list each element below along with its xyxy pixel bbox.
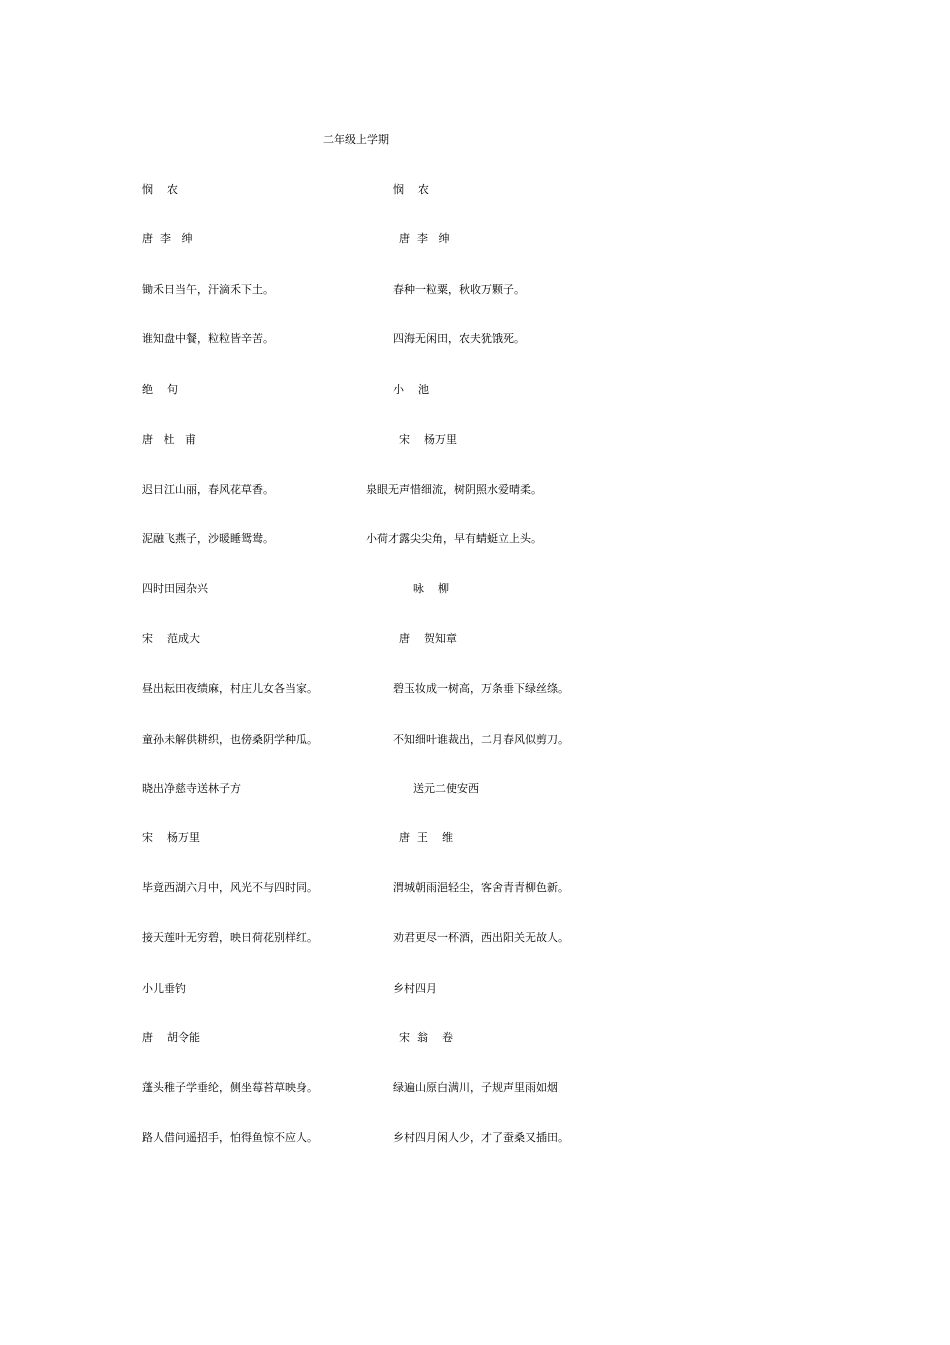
poem-line-right: 乡村四月闲人少，才了蚕桑又插田。 [393, 1131, 569, 1144]
poem-author-right: 宋 杨万里 [399, 433, 457, 446]
poem-title-left: 晓出净慈寺送林子方 [142, 782, 241, 795]
poem-line-left: 谁知盘中餐，粒粒皆辛苦。 [142, 332, 274, 345]
poem-author-left: 唐 杜 甫 [142, 433, 196, 446]
poem-title-right: 小 池 [393, 383, 429, 396]
poem-author-right: 唐 贺知章 [399, 632, 457, 645]
poem-author-left: 宋 杨万里 [142, 831, 200, 844]
poem-author-left: 宋 范成大 [142, 632, 200, 645]
poem-author-left: 唐 李 绅 [142, 232, 193, 245]
poem-line-right: 劝君更尽一杯酒，西出阳关无故人。 [393, 931, 569, 944]
poem-line-left: 蓬头稚子学垂纶，侧坐莓苔草映身。 [142, 1081, 318, 1094]
poem-line-right: 春种一粒粟，秋收万颗子。 [393, 283, 525, 296]
poem-title-left: 悯 农 [142, 183, 178, 196]
document-title: 二年级上学期 [323, 133, 389, 146]
poem-line-left: 接天莲叶无穷碧，映日荷花别样红。 [142, 931, 318, 944]
poem-line-right: 不知细叶谁裁出，二月春风似剪刀。 [393, 733, 569, 746]
poem-line-right: 四海无闲田，农夫犹饿死。 [393, 332, 525, 345]
poem-author-left: 唐 胡令能 [142, 1031, 200, 1044]
poem-title-right: 乡村四月 [393, 982, 437, 995]
poem-line-left: 路人借问遥招手，怕得鱼惊不应人。 [142, 1131, 318, 1144]
poem-author-right: 唐 李 绅 [399, 232, 450, 245]
poem-title-left: 四时田园杂兴 [142, 582, 208, 595]
poem-title-left: 绝 句 [142, 383, 178, 396]
poem-author-right: 宋 翁 卷 [399, 1031, 453, 1044]
poem-title-right: 送元二使安西 [413, 782, 479, 795]
poem-title-right: 咏 柳 [413, 582, 449, 595]
poem-line-right: 绿遍山原白满川，子规声里雨如烟 [393, 1081, 558, 1094]
poem-title-right: 悯 农 [393, 183, 429, 196]
poem-line-right: 泉眼无声惜细流，树阴照水爱晴柔。 [366, 483, 542, 496]
poem-line-left: 昼出耘田夜绩麻，村庄儿女各当家。 [142, 682, 318, 695]
poem-line-right: 碧玉妆成一树高，万条垂下绿丝绦。 [393, 682, 569, 695]
poem-line-left: 童孙未解供耕织，也傍桑阴学种瓜。 [142, 733, 318, 746]
poem-title-left: 小儿垂钓 [142, 982, 186, 995]
poem-line-left: 泥融飞燕子，沙暖睡鸳鸯。 [142, 532, 274, 545]
poem-line-right: 渭城朝雨浥轻尘，客舍青青柳色新。 [393, 881, 569, 894]
poem-line-right: 小荷才露尖尖角，早有蜻蜓立上头。 [366, 532, 542, 545]
poem-line-left: 毕竟西湖六月中，风光不与四时同。 [142, 881, 318, 894]
poem-line-left: 迟日江山丽，春风花草香。 [142, 483, 274, 496]
poem-author-right: 唐 王 维 [399, 831, 453, 844]
poem-line-left: 锄禾日当午，汗滴禾下土。 [142, 283, 274, 296]
